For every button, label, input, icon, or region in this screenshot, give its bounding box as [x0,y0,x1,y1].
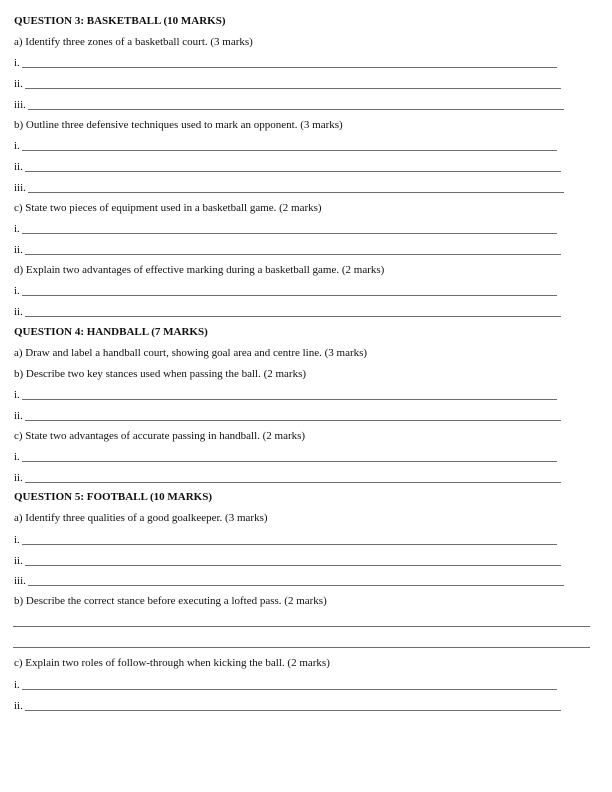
answer-label: ii. [14,700,23,712]
answer-label: i. [14,679,20,691]
q4b-answer-2[interactable] [14,407,561,423]
answer-label: i. [14,451,20,463]
answer-label: i. [14,140,20,152]
q3-part-a-prompt: a) Identify three zones of a basketball court. (3 marks) [14,36,253,48]
answer-line[interactable] [25,698,561,711]
question-4-title: QUESTION 4: HANDBALL (7 MARKS) [14,326,208,338]
q4c-answer-1[interactable] [14,448,557,464]
q3-part-c-prompt: c) State two pieces of equipment used in a basketball game. (2 marks) [14,202,322,214]
answer-line[interactable] [22,283,557,296]
q3-part-b-prompt: b) Outline three defensive techniques used to mark an opponent. (3 marks) [14,119,343,131]
answer-line[interactable] [25,470,561,483]
q5-part-b-prompt: b) Describe the correct stance before executing a lofted pass. (2 marks) [14,595,327,607]
q3c-answer-1[interactable] [14,220,557,236]
q3-part-d-prompt: d) Explain two advantages of effective marking during a basketball game. (2 marks) [14,264,385,276]
q3b-answer-1[interactable] [14,137,557,153]
answer-line[interactable] [25,408,561,421]
answer-label: iii. [14,182,26,194]
q5a-answer-1[interactable] [14,531,557,547]
answer-line[interactable] [22,532,557,545]
answer-label: i. [14,285,20,297]
q3c-answer-2[interactable] [14,241,561,257]
answer-label: ii. [14,306,23,318]
q3d-answer-2[interactable] [14,303,561,319]
q3b-answer-3[interactable] [14,179,564,195]
q5b-answer-line-1[interactable] [13,626,590,627]
answer-label: ii. [14,78,23,90]
q3a-answer-1[interactable] [14,54,557,70]
answer-line[interactable] [28,573,564,586]
q4c-answer-2[interactable] [14,469,561,485]
q5a-answer-2[interactable] [14,552,561,568]
answer-label: ii. [14,472,23,484]
answer-line[interactable] [25,76,561,89]
q3b-answer-2[interactable] [14,158,561,174]
q4-part-c-prompt: c) State two advantages of accurate passing in handball. (2 marks) [14,430,306,442]
q3a-answer-3[interactable] [14,96,564,112]
q5-part-a-prompt: a) Identify three qualities of a good goalkeeper. (3 marks) [14,512,268,524]
q4b-answer-1[interactable] [14,386,557,402]
answer-label: ii. [14,410,23,422]
q3a-answer-2[interactable] [14,75,561,91]
q4-part-b-prompt: b) Describe two key stances used when passing the ball. (2 marks) [14,368,307,380]
answer-line[interactable] [22,221,557,234]
answer-label: i. [14,223,20,235]
answer-label: ii. [14,161,23,173]
question-5-title: QUESTION 5: FOOTBALL (10 MARKS) [14,491,213,503]
answer-label: i. [14,534,20,546]
answer-label: i. [14,389,20,401]
q5b-answer-line-2[interactable] [13,647,590,648]
answer-line[interactable] [22,55,557,68]
answer-label: iii. [14,99,26,111]
answer-line[interactable] [25,304,561,317]
question-3-title: QUESTION 3: BASKETBALL (10 MARKS) [14,15,226,27]
q4-part-a-prompt: a) Draw and label a handball court, showing goal area and centre line. (3 marks) [14,347,368,359]
answer-line[interactable] [25,242,561,255]
answer-label: i. [14,57,20,69]
answer-label: ii. [14,555,23,567]
answer-label: ii. [14,244,23,256]
answer-label: iii. [14,575,26,587]
answer-line[interactable] [22,449,557,462]
answer-line[interactable] [25,553,561,566]
q5c-answer-1[interactable] [14,676,557,692]
answer-line[interactable] [22,138,557,151]
answer-line[interactable] [28,97,564,110]
q5-part-c-prompt: c) Explain two roles of follow-through when kicking the ball. (2 marks) [14,657,330,669]
answer-line[interactable] [22,677,557,690]
answer-line[interactable] [25,159,561,172]
q3d-answer-1[interactable] [14,282,557,298]
answer-line[interactable] [28,180,564,193]
q5a-answer-3[interactable] [14,572,564,588]
q5c-answer-2[interactable] [14,697,561,713]
answer-line[interactable] [22,387,557,400]
